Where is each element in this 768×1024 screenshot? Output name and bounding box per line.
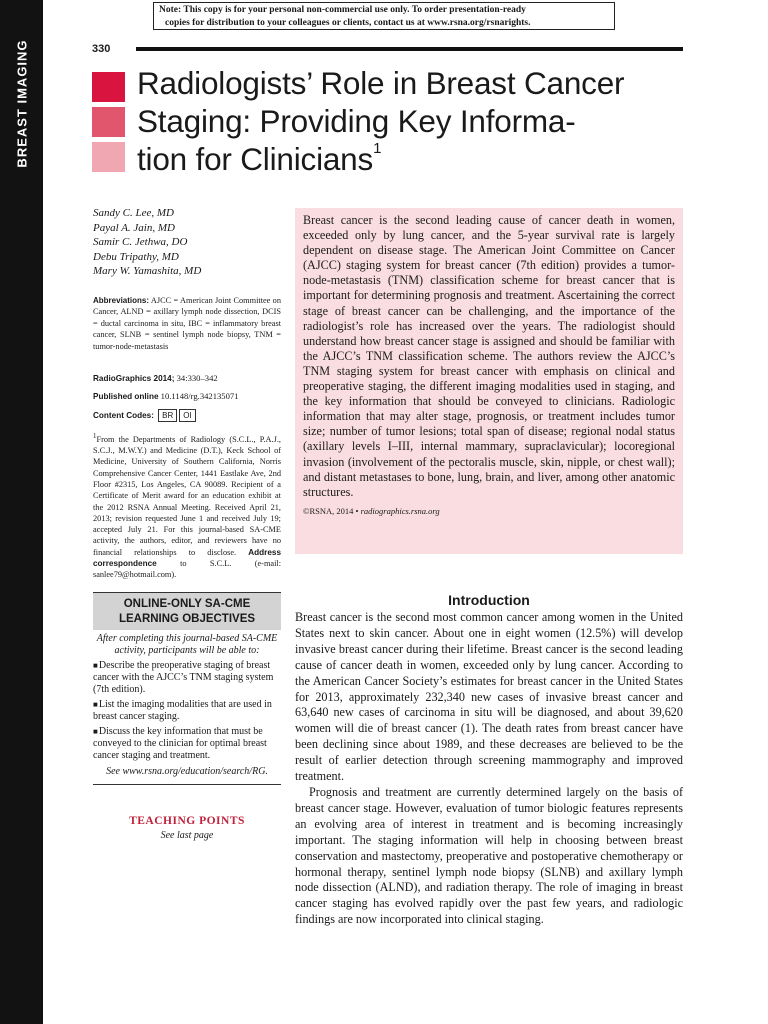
author: Samir C. Jethwa, DO <box>93 236 188 248</box>
abstract-text: Breast cancer is the second leading cause of cancer death in women, exceeded only by lung cancer, and the 5-year survival rate is largely dependent on disease stage. The American Joint Committee on Cancer (AJCC) staging system for breast cancer (7th edition) provides a tumor-node-metastasis (TNM) classification scheme for breast cancer that is important for determining prognosis and treatment. Ascertaining the correct stage of breast cancer can be challenging, and the importance of the radiologist’s role has increased over the years. The radiologist should understand how breast cancer stage is assigned and should be familiar with the AJCC’s TNM classification scheme. The authors review the AJCC’s TNM staging system for breast cancer with emphasis on clinical and preoperative staging, the different imaging modalities used in staging, and the key information that should be conveyed to clinicians. Radiologic information that may alter stage, prognosis, or treatment includes tumor size; number of tumor lesions; total span of disease; regional nodal status (axillary levels I–III, internal mammary, supraclavicular); locoregional invasion (involvement of the pectoralis muscle, skin, nipple, or chest wall); and distant metastases to bone, lung, brain, and liver, among other anatomic structures. <box>303 213 675 499</box>
body-paragraph: Breast cancer is the second most common cancer among women in the United States next to skin cancer. About one in eight women (12.5%) will develop invasive breast cancer during their lifetime. Breast cancer is the second leading cause of cancer death in women, exceeded only by lung cancer. According to the American Cancer Society’s estimates for breast cancer in the United States for 2013, approximately 232,340 new cases of invasive breast cancer and 63,640 new cases of carcinoma in situ will be diagnosed, and about 39,620 women will die of breast cancer (1). The death rates from breast cancer have been declining since about 1989, and these decreases are believed to be the result of earlier detection through screening mammography and improved treatment. <box>295 610 683 784</box>
objective-text: Describe the preoperative staging of breast cancer with the AJCC’s TNM staging system (7th edition). <box>93 660 274 695</box>
section-label <box>4 33 40 173</box>
content-codes <box>93 409 196 422</box>
published-label: Published online <box>93 392 159 401</box>
introduction-body <box>295 610 683 928</box>
cme-heading <box>93 592 281 630</box>
cme-intro: After completing this journal-based SA-CME activity, participants will be able to: <box>96 633 278 656</box>
abbreviations-label: Abbreviations: <box>93 296 150 305</box>
teaching-points-note: See last page <box>160 830 214 841</box>
doi-link[interactable]: 10.1148/rg.342135071 <box>160 391 239 401</box>
footnote-marker: 1 <box>93 433 97 440</box>
article-title <box>137 64 697 178</box>
bullet-icon: ■ <box>93 700 98 709</box>
address-label: Address correspondence <box>93 547 281 569</box>
note-line-2: copies for distribution to your colleagues or clients, contact us at www.rsna.org/rsnarights. <box>165 18 531 28</box>
content-code-badge: BR <box>158 409 177 422</box>
abbreviations-text: AJCC = American Joint Committee on Cancer, ALND = axillary lymph node dissection, DCIS = ductal carcinoma in situ, IBC = inflammatory breast cancer, SLNB = sentinel lymph node biopsy, TNM = tumor-node-metastasis <box>93 296 281 351</box>
author: Mary W. Yamashita, MD <box>93 265 202 277</box>
title-line-2: Staging: Providing Key Informa- <box>137 103 576 139</box>
abstract-box <box>295 208 683 554</box>
teaching-points <box>93 815 281 841</box>
title-line-3 <box>137 140 697 178</box>
page-number: 330 <box>92 43 111 55</box>
objective-text: List the imaging modalities that are used in breast cancer staging. <box>93 699 272 722</box>
cme-link[interactable]: See www.rsna.org/education/search/RG. <box>106 766 268 777</box>
title-footnote-marker: 1 <box>373 140 382 157</box>
cme-objective <box>93 660 281 696</box>
title-line-3-text: tion for Clinicians <box>137 141 374 177</box>
section-label-text: BREAST IMAGING <box>14 38 30 168</box>
accent-square-light <box>92 142 125 172</box>
published-online <box>93 391 239 401</box>
accent-square-medium <box>92 107 125 137</box>
author-list <box>93 206 201 279</box>
bullet-icon: ■ <box>93 727 98 736</box>
cme-objectives-box <box>93 592 281 785</box>
objective-text: Discuss the key information that must be conveyed to the clinician for optimal breast cancer staging and treatment. <box>93 726 267 761</box>
copyright-text: ©RSNA, 2014 • <box>303 505 359 516</box>
bullet-icon: ■ <box>93 661 98 670</box>
content-code-badge: OI <box>179 409 195 422</box>
cme-objective <box>93 726 281 762</box>
cme-divider <box>93 784 281 785</box>
author-footnote <box>93 431 281 581</box>
copyright-note <box>153 2 615 30</box>
address-text: to S.C.L. (e-mail: sanlee79@hotmail.com). <box>93 559 281 580</box>
footnote-text: From the Departments of Radiology (S.C.L., P.A.J., S.C.J., M.W.Y.) and Medicine (D.T.), Keck School of Medicine, University of Southern California, Norris Comprehensive Cancer Center, 1441 Eastlake Ave, 2nd Floor #2315, Los Angeles, CA 90089. Recipient of a Certificate of Merit award for an education exhibit at the 2012 RSNA Annual Meeting. Received April 21, 2013; revision requested June 1 and received July 19; accepted July 21. For this journal-based SA-CME activity, the authors, editor, and reviewers have no financial relationships to disclose. <box>93 434 281 557</box>
sidebar-bar <box>0 0 43 1024</box>
cme-heading-line-1: ONLINE-ONLY SA-CME <box>123 598 251 610</box>
author: Payal A. Jain, MD <box>93 221 175 234</box>
body-paragraph: Prognosis and treatment are currently determined largely on the basis of breast cancer stage. However, evaluation of tumor biologic features represents an evolving area of interest in treatment and is becoming increasingly important. The staging information will help in choosing between breast conservation and mastectomy, preoperative and postoperative chemotherapy or hormonal therapy, sentinel lymph node biopsy (SLNB) and axillary lymph node dissection (ALND), and radiation therapy. The role of imaging in breast cancer staging has evolved rapidly over the past few years, and radiologic findings are now incorporated into clinical staging. <box>295 784 683 927</box>
accent-square-dark <box>92 72 125 102</box>
citation-text: 34:330–342 <box>176 373 218 383</box>
citation-label: RadioGraphics 2014; <box>93 374 175 383</box>
content-codes-label: Content Codes: <box>93 411 154 420</box>
cme-heading-line-2: LEARNING OBJECTIVES <box>118 613 256 625</box>
citation <box>93 373 218 383</box>
title-line-1: Radiologists’ Role in Breast Cancer <box>137 65 625 101</box>
author: Sandy C. Lee, MD <box>93 207 174 219</box>
abstract-copyright <box>303 506 675 516</box>
abbreviations <box>93 295 281 352</box>
introduction-heading: Introduction <box>448 592 530 608</box>
teaching-points-heading: TEACHING POINTS <box>129 815 245 827</box>
note-line-1: Note: This copy is for your personal non-commercial use only. To order presentation-ready <box>159 5 526 15</box>
header-rule <box>136 47 683 51</box>
author: Debu Tripathy, MD <box>93 250 179 263</box>
journal-site-link[interactable]: radiographics.rsna.org <box>360 505 440 516</box>
cme-objective <box>93 699 281 723</box>
